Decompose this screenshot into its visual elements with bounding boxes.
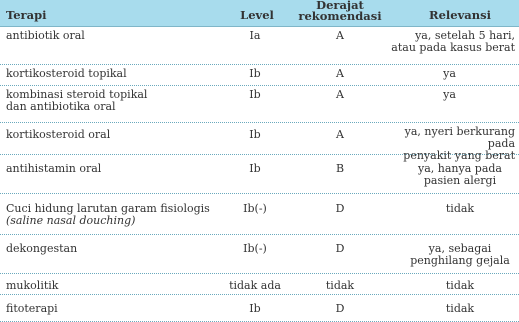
cell-derajat: A: [336, 29, 344, 42]
header-derajat: Derajat rekomendasi: [298, 0, 382, 23]
cell-terapi: [6, 203, 231, 227]
terapi-line-2: (saline nasal douching): [6, 214, 136, 227]
cell-terapi: antihistamin oral: [6, 162, 102, 175]
cell-relevansi: [384, 68, 515, 80]
cell-level: Ib(-): [243, 242, 267, 255]
cell-derajat: A: [336, 67, 344, 80]
terapi-line-1: Cuci hidung larutan garam fisiologis: [6, 202, 210, 215]
cell-derajat: D: [335, 202, 345, 215]
cell-derajat: D: [335, 302, 345, 315]
relevansi-line-1: tidak: [445, 302, 475, 315]
header-relevansi: Relevansi: [429, 8, 491, 22]
cell-derajat: D: [335, 242, 345, 255]
relevansi-line-1: tidak: [445, 279, 475, 292]
cell-terapi: kortikosteroid topikal: [6, 67, 127, 80]
cell-terapi: [6, 89, 231, 113]
cell-level: Ib: [249, 162, 261, 175]
cell-level: Ia: [249, 29, 261, 42]
relevansi-line-2: atau pada kasus berat: [391, 41, 515, 54]
table-row: [0, 194, 519, 235]
cell-relevansi: [410, 203, 510, 215]
table-row: [0, 274, 519, 295]
cell-terapi: dekongestan: [6, 242, 78, 255]
terapi-line-1: kombinasi steroid topikal: [6, 88, 148, 101]
relevansi-line-2: penyakit yang berat: [403, 149, 515, 162]
cell-relevansi: [384, 89, 515, 101]
cell-level: Ib(-): [243, 202, 267, 215]
cell-derajat: tidak: [325, 279, 355, 292]
relevansi-line-1: ya: [443, 67, 456, 80]
relevansi-line-1: ya: [443, 88, 456, 101]
relevansi-line-1: tidak: [445, 202, 475, 215]
cell-derajat: A: [336, 128, 344, 141]
cell-level: Ib: [249, 67, 261, 80]
cell-terapi: antibiotik oral: [6, 29, 85, 42]
cell-level: Ib: [249, 88, 261, 101]
cell-relevansi: [410, 163, 510, 187]
header-level: Level: [240, 8, 274, 22]
cell-relevansi: [410, 280, 510, 292]
cell-terapi: fitoterapi: [6, 302, 58, 315]
relevansi-line-2: pasien alergi: [423, 174, 497, 187]
cell-level: Ib: [249, 128, 261, 141]
table-row: [0, 27, 519, 65]
table-row: [0, 155, 519, 194]
cell-relevansi: [405, 243, 515, 267]
relevansi-line-1: ya, sebagai: [428, 242, 492, 255]
relevansi-line-2: penghilang gejala: [410, 254, 510, 267]
relevansi-line-1: ya, nyeri berkurang pada: [404, 125, 515, 150]
table-row: [0, 65, 519, 86]
cell-level: Ib: [249, 302, 261, 315]
cell-terapi: kortikosteroid oral: [6, 128, 111, 141]
cell-derajat: B: [335, 162, 345, 175]
cell-derajat: A: [336, 88, 344, 101]
table-row: [0, 295, 519, 322]
cell-relevansi: [384, 30, 515, 54]
table-row: [0, 235, 519, 274]
cell-terapi: mukolitik: [6, 279, 59, 292]
header-terapi: Terapi: [6, 8, 47, 22]
terapi-line-2: dan antibiotika oral: [6, 100, 116, 113]
cell-level: tidak ada: [229, 279, 281, 292]
table-header: [0, 0, 519, 27]
relevansi-line-1: ya, setelah 5 hari,: [415, 29, 515, 42]
cell-relevansi: [410, 303, 510, 315]
table-row: [0, 86, 519, 123]
relevansi-line-1: ya, hanya pada: [418, 162, 502, 175]
table-row: [0, 123, 519, 162]
